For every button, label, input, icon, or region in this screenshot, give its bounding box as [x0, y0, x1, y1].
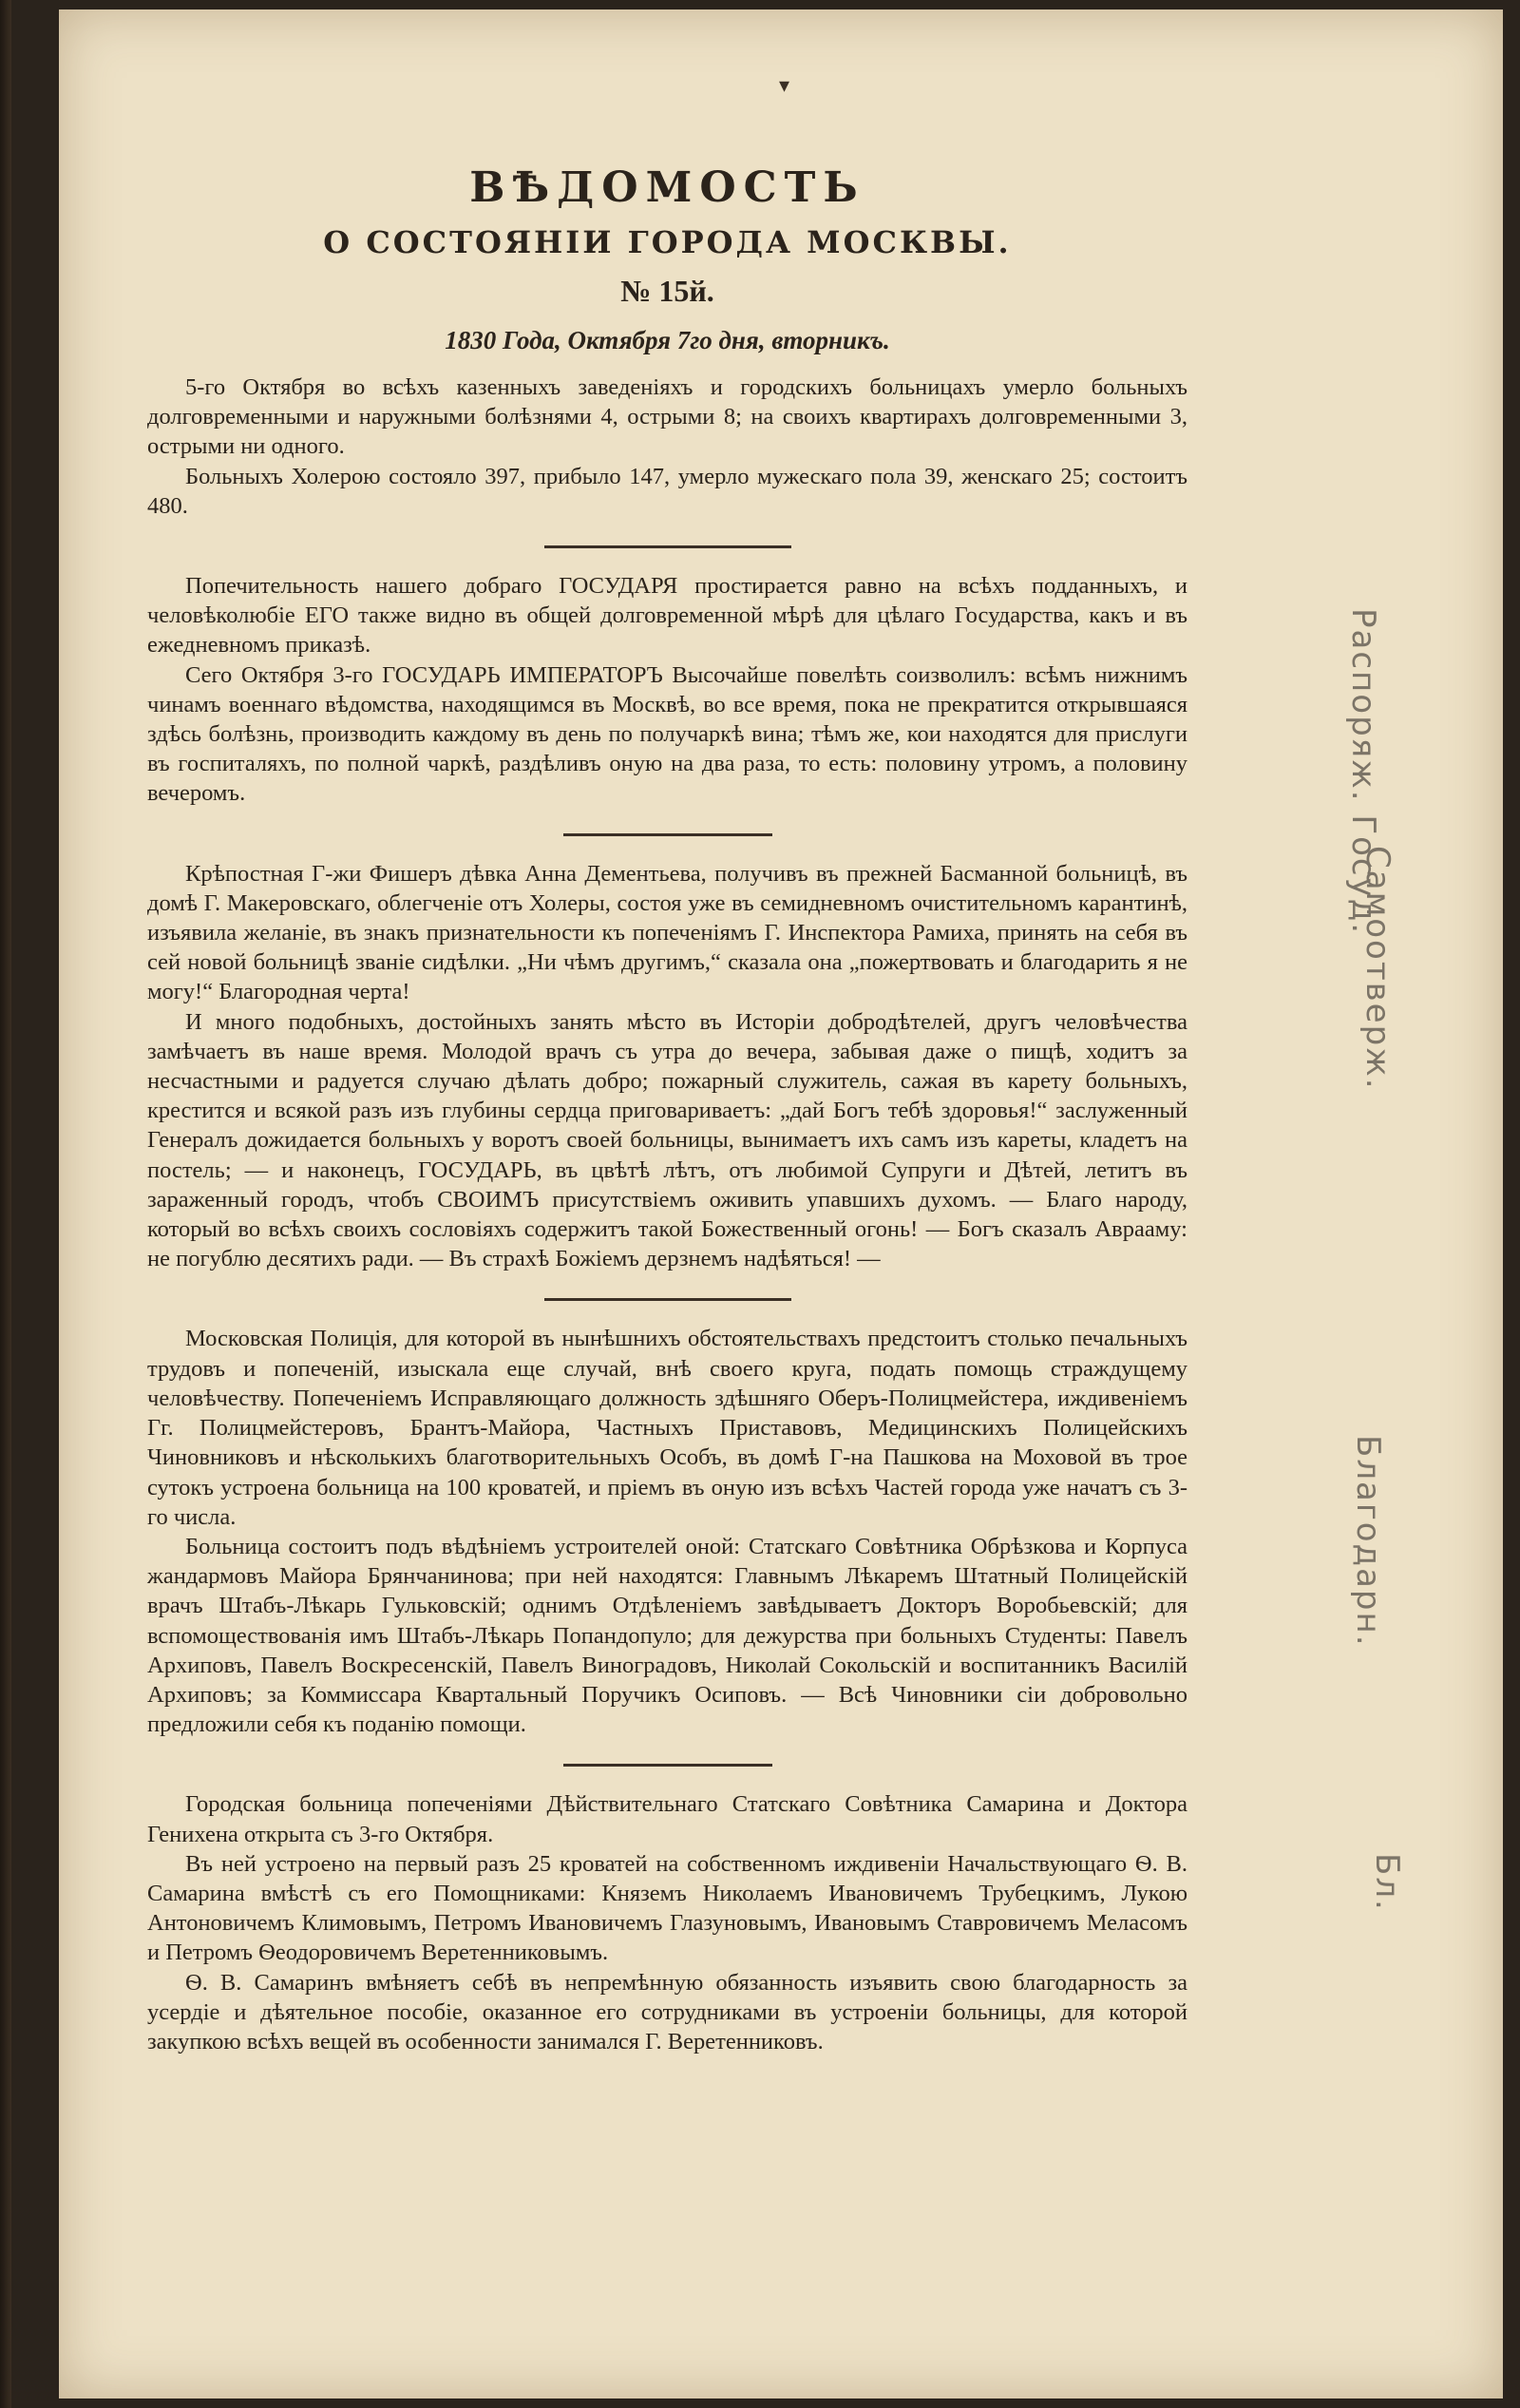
book-binding — [0, 0, 11, 2408]
margin-note-pencil: Распоряж. Госуд. — [1344, 608, 1382, 936]
report-paragraph: 5-го Октября во всѣхъ казенныхъ заведеніяхъ и городскихъ больницахъ умерло больныхъ долговременными и наружными болѣзнями 4, острыми 8; на своихъ квартирахъ долговременными 3, острыми ни одного. — [147, 374, 1188, 460]
article-paragraph: Сего Октября 3-го ГОСУДАРЬ ИМПЕРАТОРЪ Высочайше повелѣть соизволилъ: всѣмъ нижнимъ чинамъ военнаго вѣдомства, находящимся въ Москвѣ, во все время, пока не прекратится открывшаяся здѣсь болѣзнь, производить каждому въ день по получаркѣ вина; тѣмъ же, кои находятся для прислуги въ госпиталяхъ, по полной чаркѣ, раздѣливъ оную на два раза, то есть: половину утромъ, а половину вечеромъ. — [147, 661, 1188, 807]
article-paragraph: Больница состоитъ подъ вѣдѣніемъ устроителей оной: Статскаго Совѣтника Обрѣзкова и Корпуса жандармовъ Майора Брянчанинова; при ней находятся: Главнымъ Лѣкаремъ Штатный Полицейскій врачъ Штабъ-Лѣкарь Гульковскій; однимъ Отдѣленіемъ завѣдываетъ Докторъ Воробьевскій; для вспомоществованія имъ Штабъ-Лѣкарь Попандопуло; для дежурства при больныхъ Студенты: Павелъ Архиповъ, Павелъ Воскресенскій, Павелъ Виноградовъ, Николай Сокольскій и воспитанникъ Василій Архиповъ; за Коммиссара Квартальный Поручикъ Осиповъ. — Всѣ Чиновники сіи добровольно предложили себя къ поданію помощи. — [147, 1533, 1188, 1738]
issue-number: № 15й. — [620, 274, 714, 308]
issue-date: 1830 Года, Октября 7го дня, вторникъ. — [445, 326, 890, 354]
margin-note-pencil: Благодарн. — [1349, 1435, 1387, 1648]
article-paragraph: Попечительность нашего добраго ГОСУДАРЯ простирается равно на всѣхъ подданныхъ, и человѣколюбіе ЕГО также видно въ общей долговременной мѣрѣ для цѣлаго Государства, какъ и въ ежедневномъ приказѣ. — [147, 573, 1188, 659]
printers-mark: ▾ — [779, 74, 790, 98]
section-divider — [563, 833, 772, 836]
report-paragraph: Больныхъ Холерою состояло 397, прибыло 147, умерло мужескаго пола 39, женскаго 25; состоитъ 480. — [147, 463, 1188, 519]
gazette-column — [147, 143, 1188, 2056]
article-paragraph: Московская Полиція, для которой въ нынѣшнихъ обстоятельствахъ предстоитъ столько печальныхъ трудовъ и попеченій, изыскала еще случай, внѣ своего круга, подать помощь страждущему человѣчеству. Попеченіемъ Исправляющаго должность здѣшняго Оберъ-Полицмейстера, иждивеніемъ Гг. Полицмейстеровъ, Брантъ-Майора, Частныхъ Приставовъ, Медицинскихъ Полицейскихъ Чиновниковъ и нѣсколькихъ благотворительныхъ Особъ, въ домѣ Г-на Пашкова на Моховой въ трое сутокъ устроена больница на 100 кроватей, и пріемъ въ оную изъ всѣхъ Частей города уже начатъ съ 3-го числа. — [147, 1326, 1188, 1530]
margin-note-pencil: Самоотверж. — [1358, 846, 1396, 1091]
section-divider — [544, 545, 791, 548]
article-paragraph: Въ ней устроено на первый разъ 25 кроватей на собственномъ иждивеніи Начальствующаго Ѳ. В. Самарина вмѣстѣ съ его Помощниками: Княземъ Николаемъ Ивановичемъ Трубецкимъ, Лукою Антоновичемъ Климовымъ, Петромъ Ивановичемъ Глазуновымъ, Ивановымъ Ставровичемъ Меласомъ и Петромъ Ѳеодоровичемъ Веретенниковымъ. — [147, 1850, 1188, 1966]
page-title: ВѢДОМОСТЬ — [469, 163, 865, 212]
article-paragraph: Городская больница попеченіями Дѣйствительнаго Статскаго Совѣтника Самарина и Доктора Генихена открыта съ 3-го Октября. — [147, 1791, 1188, 1847]
article-paragraph: И много подобныхъ, достойныхъ занять мѣсто въ Исторіи добродѣтелей, другъ человѣчества замѣчаетъ въ наше время. Молодой врачъ съ утра до вечера, забывая даже о пищѣ, ходитъ за несчастными и радуется случаю дѣлать добро; пожарный служитель, сажая въ карету больныхъ, крестится и всякой разъ изъ глубины сердца приговариваетъ: „дай Богъ тебѣ здоровья!“ заслуженный Генералъ дожидается больныхъ у воротъ своей больницы, вынимаетъ ихъ самъ изъ кареты, кладетъ на постель; — и наконецъ, ГОСУДАРЬ, въ цвѣтѣ лѣтъ, отъ любимой Супруги и Дѣтей, летитъ въ зараженный городъ, чтобъ СВОИМЪ присутствіемъ оживить упавшихъ духомъ. — Благо народу, который во всѣхъ своихъ сословіяхъ содержитъ такой Божественный огонь! — Богъ сказалъ Аврааму: не погублю десятихъ ради. — Въ страхѣ Божіемъ дерзнемъ надѣяться! — — [147, 1008, 1188, 1272]
article-paragraph: Крѣпостная Г-жи Фишеръ дѣвка Анна Дементьева, получивъ въ прежней Басманной больницѣ, въ домѣ Г. Макеровскаго, облегченіе отъ Холеры, состоя уже въ семидневномъ очистительномъ карантинѣ, изъявила желаніе, въ знакъ признательности къ попеченіямъ Г. Инспектора Рамиха, принять на себя въ сей новой больницѣ званіе сидѣлки. „Ни чѣмъ другимъ,“ сказала она „пожертвовать и благодарить я не могу!“ Благородная черта! — [147, 860, 1188, 1005]
section-divider — [544, 1298, 791, 1301]
article-paragraph: Ѳ. В. Самаринъ вмѣняетъ себѣ въ непремѣнную обязанность изъявить свою благодарность за усердіе и дѣятельное пособіе, оказанное его сотрудниками въ устроеніи больницы, для которой закупкою всѣхъ вещей въ особенности занимался Г. Веретенниковъ. — [147, 1969, 1188, 2054]
section-divider — [563, 1764, 772, 1767]
page-subtitle: О СОСТОЯНІИ ГОРОДА МОСКВЫ. — [323, 224, 1012, 260]
margin-note-pencil: Бл. — [1368, 1853, 1406, 1912]
